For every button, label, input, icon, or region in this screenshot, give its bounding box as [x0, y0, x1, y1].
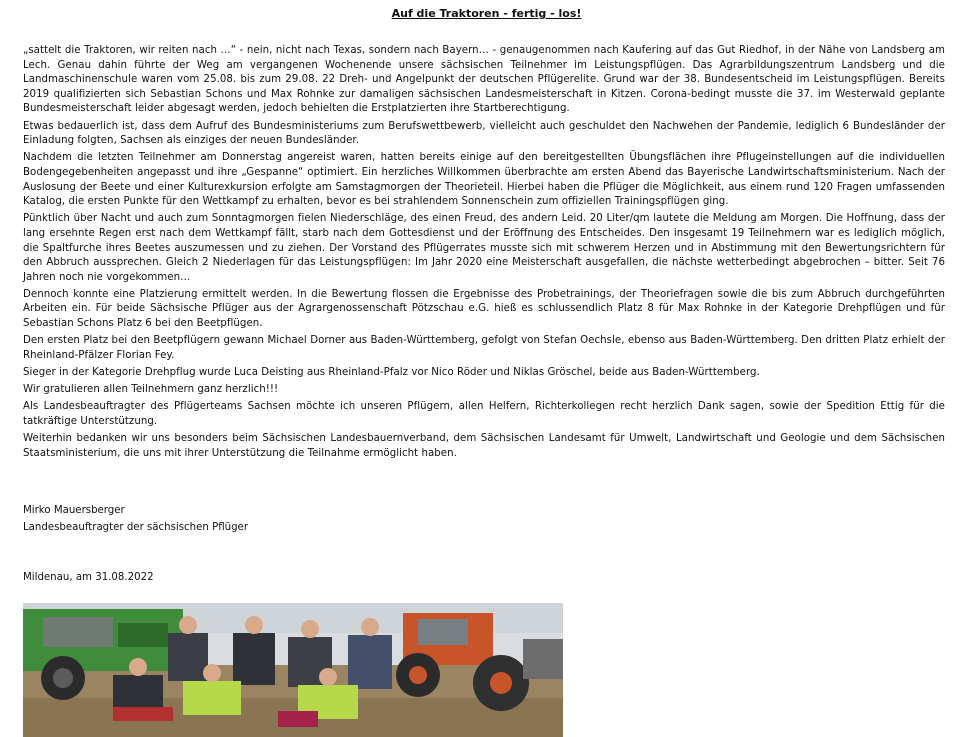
paragraph-7: Sieger in der Kategorie Drehpflug wurde Luca Deisting aus Rheinland-Pfalz vor Nico Röder und Niklas Gröschel, beide aus Baden-Württemberg. [23, 367, 760, 379]
paragraph-4: Pünktlich über Nacht und auch zum Sonntagmorgen fielen Niederschläge, des einen Freud, des andern Leid. 20 Liter/qm lautete die Meldung am Morgen. Die Hoffnung, dass der lang ersehnte Regen erst nach dem Wettkampf fällt, starb nach dem Gottesdienst und der Eröffnung des Entscheides. Den insgesamt 19 Teilnehmern war es lediglich möglich, die Spaltfurche ihres Beetes auszumessen und zu ziehen. Der Vorstand des Pflügerrates musste sich mit schwerem Herzen und in Abstimmung mit den Bewertungsrichtern für den Abbruch aussprechen. Gleich 2 Niederlagen für das Leistungspflügen: Im Jahr 2020 eine Meisterschaft ausgefallen, die nächste wetterbedingt abgebrochen – bitter. Seit 76 Jahren noch nie vorgekommen… [23, 213, 945, 283]
group-photo [23, 603, 563, 737]
signature-role: Landesbeauftragter der sächsischen Pflüger [23, 522, 249, 533]
group-photo-icon [23, 603, 563, 737]
paragraph-6: Den ersten Platz bei den Beetpflügern gewann Michael Dorner aus Baden-Württemberg, gefolgt von Stefan Oechsle, ebenso aus Baden-Württemberg. Den dritten Platz erhielt der Rheinland-Pfälzer Florian Fey. [23, 335, 945, 361]
paragraph-9: Als Landesbeauftragter des Pflügerteams Sachsen möchte ich unseren Pflügern, allen Helfern, Richterkollegen recht herzlich Dank sagen, sowie der Spedition Ettig für die tatkräftige Unterstützung. [23, 401, 945, 427]
article-body [23, 44, 945, 464]
page-title: Auf die Traktoren - fertig - los! [391, 7, 582, 20]
paragraph-10: Weiterhin bedanken wir uns besonders beim Sächsischen Landesbauernverband, dem Sächsischen Landesamt für Umwelt, Landwirtschaft und Geologie und dem Sächsischen Staatsministerium, die uns mit ihrer Unterstützung die Teilnahme ermöglicht haben. [23, 433, 945, 459]
paragraph-8: Wir gratulieren allen Teilnehmern ganz herzlich!!! [23, 384, 279, 396]
signature-name: Mirko Mauersberger [23, 505, 125, 516]
paragraph-3: Nachdem die letzten Teilnehmer am Donnerstag angereist waren, hatten bereits einige auf den bereitgestellten Übungsflächen ihre Pflugeinstellungen auf die individuellen Bodengegebenheiten angepasst und ihre „Gespanne“ optimiert. Ein herzliches Willkommen überbrachte am ersten Abend das Bayerische Landwirtschaftsministerium. Nach der Auslosung der Beete und einer Kulturexkursion erfolgte am Samstagmorgen der Theorieteil. Hierbei haben die Pflüger die Möglichkeit, aus einem rund 120 Fragen umfassenden Katalog, die ersten Punkte für den Wettkampf zu erhalten, bevor es bei strahlendem Sonnenschein zum offiziellen Trainingspflügen ging. [23, 152, 945, 208]
paragraph-5: Dennoch konnte eine Platzierung ermittelt werden. In die Bewertung flossen die Ergebnisse des Probetrainings, der Theoriefragen sowie die bis zum Abbruch durchgeführten Arbeiten ein. Für beide Sächsische Pflüger aus der Agrargenossenschaft Pötzschau e.G. hieß es schlussendlich Platz 8 für Max Rohnke in der Kategorie Drehpflügen und für Sebastian Schons Platz 6 bei den Beetpflügen. [23, 288, 945, 330]
paragraph-2: Etwas bedauerlich ist, dass dem Aufruf des Bundesministeriums zum Berufswettbewerb, vielleicht auch geschuldet den Nachwehen der Pandemie, lediglich 6 Bundesländer der Einladung folgten, Sachsen als einziges der neuen Bundesländer. [23, 120, 945, 147]
place-date: Mildenau, am 31.08.2022 [23, 572, 154, 583]
paragraph-1: „sattelt die Traktoren, wir reiten nach …“ - nein, nicht nach Texas, sondern nach Bayern… - genaugenommen nach Kaufering auf das Gut Riedhof, in der Nähe von Landsberg am Lech. Genau dahin führte der Weg am vergangenen Wochenende unsere sächsischen Teilnehmer im Leistungspflügen. Das Agrarbildungszentrum Landsberg und die Landmaschinenschule waren vom 25.08. bis zum 29.08. 22 Dreh- und Angelpunkt der deutschen Pflügerelite. Grund war der 38. Bundesentscheid im Leistungspflügen. Bereits 2019 qualifizierten sich Sebastian Schons und Max Rohnke zur damaligen sächsischen Landesmeisterschaft in Kitzen. Corona-bedingt musste die 37. im Westerwald geplante Bundesmeisterschaft leider abgesagt werden, jedoch behielten die Erstplatzierten ihre Startberechtigung. [23, 45, 945, 115]
